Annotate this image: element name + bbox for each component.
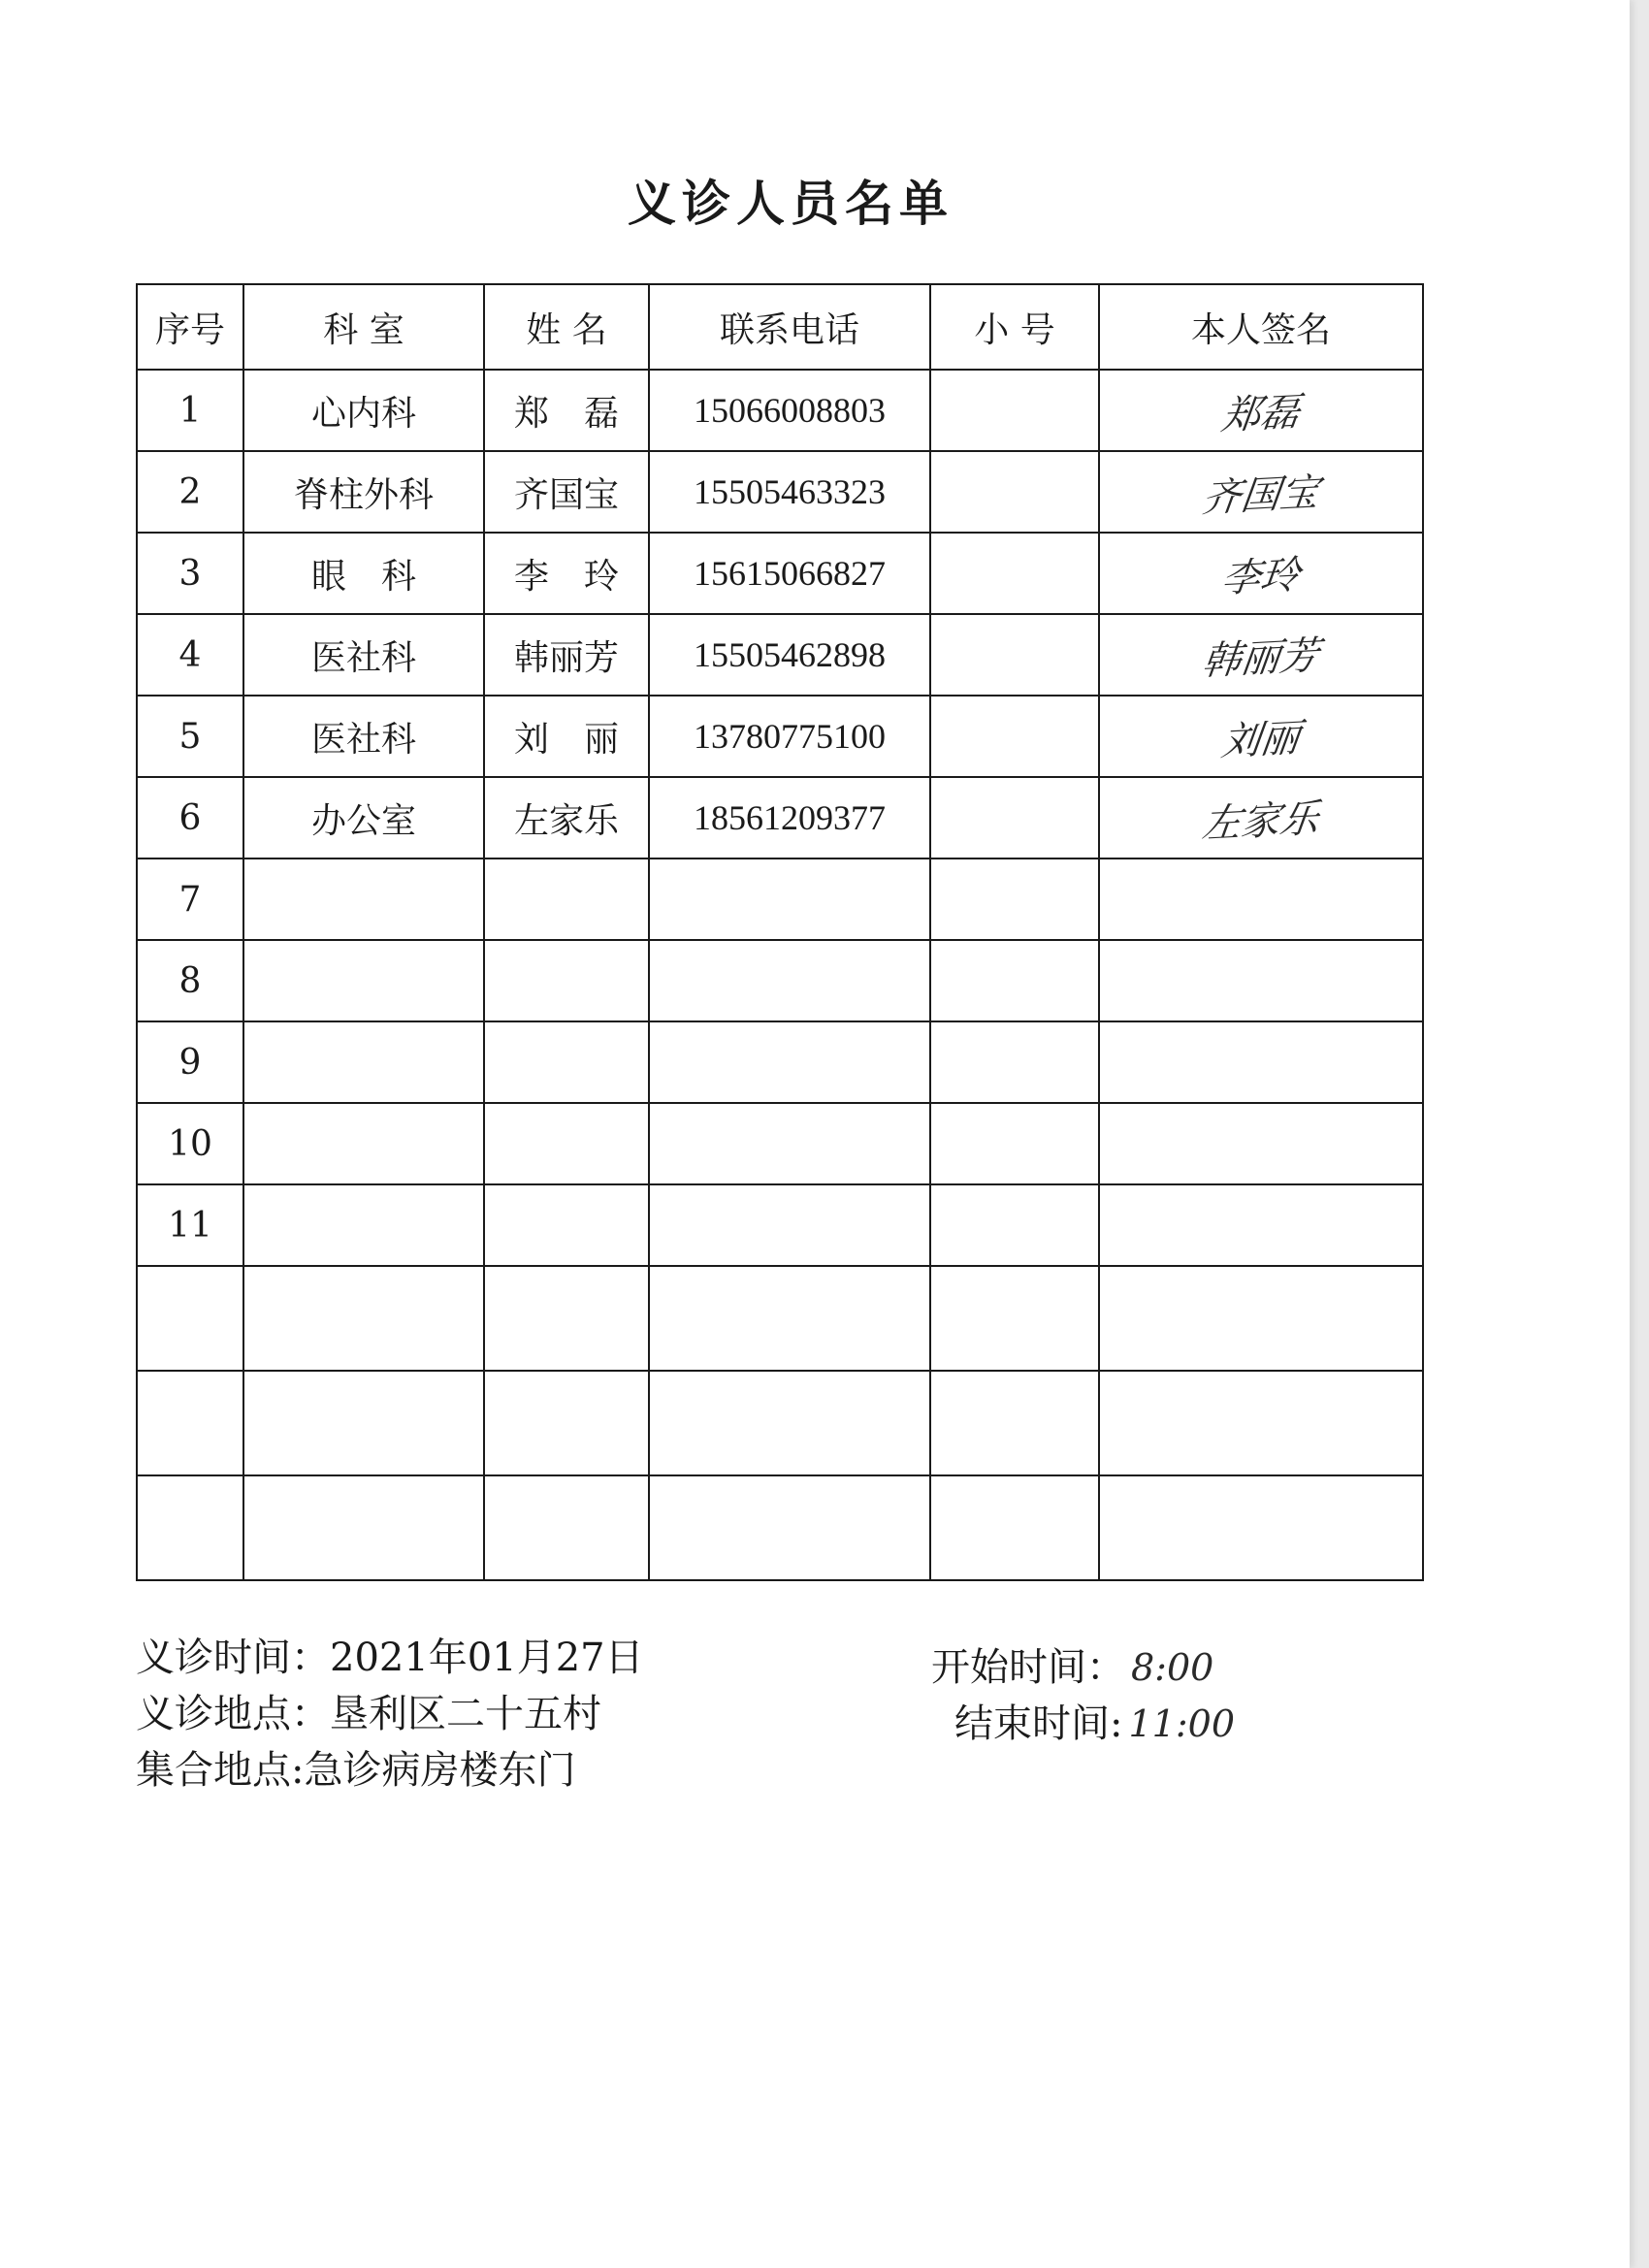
phone-cell [649, 1103, 930, 1184]
row-number [137, 1371, 243, 1475]
signature-cell [1099, 451, 1423, 533]
signature-cell [1099, 370, 1423, 451]
phone-cell: 15615066827 [649, 533, 930, 614]
signature-cell [1099, 696, 1423, 777]
header-cell: 小 号 [930, 284, 1099, 370]
row-number: 7 [137, 859, 243, 940]
department-cell: 办公室 [243, 777, 484, 859]
signature-cell [1099, 777, 1423, 859]
name-cell: 齐国宝 [484, 451, 649, 533]
table-row [137, 614, 1423, 696]
table-header-row [137, 284, 1423, 370]
phone-cell [649, 859, 930, 940]
signature-cell [1099, 1266, 1423, 1371]
signature-cell [1099, 1021, 1423, 1103]
phone-cell: 15066008803 [649, 370, 930, 451]
table-row [137, 1184, 1423, 1266]
time-info [931, 1639, 1235, 1752]
phone-cell [649, 940, 930, 1021]
row-number: 11 [137, 1184, 243, 1266]
small-number-cell [930, 614, 1099, 696]
phone-cell: 13780775100 [649, 696, 930, 777]
department-cell: 医社科 [243, 614, 484, 696]
header-cell: 联系电话 [649, 284, 930, 370]
table-row [137, 1475, 1423, 1580]
header-cell: 序号 [137, 284, 243, 370]
row-number: 10 [137, 1103, 243, 1184]
table-row [137, 777, 1423, 859]
phone-cell: 18561209377 [649, 777, 930, 859]
header-cell: 科 室 [243, 284, 484, 370]
handwritten-signature: 刘丽 [1218, 715, 1303, 764]
handwritten-signature: 左家乐 [1199, 795, 1322, 847]
department-cell: 心内科 [243, 370, 484, 451]
clinic-place: 义诊地点：垦利区二十五村 [136, 1692, 601, 1736]
header-cell: 本人签名 [1099, 284, 1423, 370]
handwritten-signature: 齐国宝 [1199, 470, 1322, 521]
start-time-label: 开始时间： [931, 1645, 1125, 1690]
department-cell [243, 859, 484, 940]
meeting-place: 集合地点:急诊病房楼东门 [136, 1748, 576, 1793]
signature-cell [1099, 859, 1423, 940]
department-cell [243, 1475, 484, 1580]
signature-cell [1099, 1475, 1423, 1580]
department-cell [243, 1184, 484, 1266]
name-cell: 左家乐 [484, 777, 649, 859]
row-number: 9 [137, 1021, 243, 1103]
row-number: 3 [137, 533, 243, 614]
name-cell [484, 1184, 649, 1266]
small-number-cell [930, 1184, 1099, 1266]
name-cell [484, 859, 649, 940]
roster-body [137, 370, 1423, 1580]
row-number: 1 [137, 370, 243, 451]
table-row [137, 696, 1423, 777]
department-cell [243, 1371, 484, 1475]
phone-cell [649, 1021, 930, 1103]
phone-cell [649, 1184, 930, 1266]
phone-cell [649, 1266, 930, 1371]
name-cell: 韩丽芳 [484, 614, 649, 696]
department-cell [243, 1021, 484, 1103]
row-number: 5 [137, 696, 243, 777]
table-row [137, 1371, 1423, 1475]
table-row [137, 370, 1423, 451]
phone-cell: 15505462898 [649, 614, 930, 696]
handwritten-signature: 郑磊 [1218, 389, 1303, 438]
signature-cell [1099, 1371, 1423, 1475]
start-time-value: 8:00 [1131, 1646, 1214, 1689]
small-number-cell [930, 1021, 1099, 1103]
small-number-cell [930, 451, 1099, 533]
phone-cell [649, 1371, 930, 1475]
department-cell: 眼 科 [243, 533, 484, 614]
phone-cell [649, 1475, 930, 1580]
department-cell [243, 1266, 484, 1371]
row-number: 2 [137, 451, 243, 533]
signature-cell [1099, 614, 1423, 696]
name-cell: 李 玲 [484, 533, 649, 614]
signature-cell [1099, 533, 1423, 614]
department-cell [243, 940, 484, 1021]
row-number [137, 1266, 243, 1371]
name-cell [484, 940, 649, 1021]
row-number: 6 [137, 777, 243, 859]
signature-cell [1099, 1184, 1423, 1266]
small-number-cell [930, 1371, 1099, 1475]
small-number-cell [930, 370, 1099, 451]
department-cell: 脊柱外科 [243, 451, 484, 533]
roster-table [136, 283, 1424, 1581]
name-cell: 刘 丽 [484, 696, 649, 777]
start-time-row [931, 1639, 1235, 1696]
end-time-label: 结束时间: [954, 1701, 1123, 1746]
name-cell [484, 1103, 649, 1184]
table-row [137, 1266, 1423, 1371]
clinic-time: 义诊时间：2021年01月27日 [136, 1636, 644, 1680]
table-row [137, 859, 1423, 940]
small-number-cell [930, 777, 1099, 859]
row-number: 8 [137, 940, 243, 1021]
department-cell [243, 1103, 484, 1184]
small-number-cell [930, 859, 1099, 940]
handwritten-signature: 李玲 [1218, 552, 1303, 601]
small-number-cell [930, 1266, 1099, 1371]
signature-cell [1099, 940, 1423, 1021]
small-number-cell [930, 1103, 1099, 1184]
table-row [137, 1021, 1423, 1103]
small-number-cell [930, 533, 1099, 614]
phone-cell: 15505463323 [649, 451, 930, 533]
name-cell [484, 1475, 649, 1580]
name-cell: 郑 磊 [484, 370, 649, 451]
table-row [137, 940, 1423, 1021]
small-number-cell [930, 940, 1099, 1021]
row-number [137, 1475, 243, 1580]
signature-cell [1099, 1103, 1423, 1184]
name-cell [484, 1021, 649, 1103]
table-row [137, 533, 1423, 614]
table-row [137, 451, 1423, 533]
end-time-row [931, 1696, 1235, 1752]
name-cell [484, 1371, 649, 1475]
row-number: 4 [137, 614, 243, 696]
end-time-value: 11:00 [1128, 1702, 1235, 1745]
document-title: 义诊人员名单 [628, 175, 954, 232]
department-cell: 医社科 [243, 696, 484, 777]
table-row [137, 1103, 1423, 1184]
handwritten-signature: 韩丽芳 [1199, 632, 1322, 684]
small-number-cell [930, 696, 1099, 777]
name-cell [484, 1266, 649, 1371]
footer-info [136, 1630, 644, 1798]
small-number-cell [930, 1475, 1099, 1580]
header-cell: 姓 名 [484, 284, 649, 370]
